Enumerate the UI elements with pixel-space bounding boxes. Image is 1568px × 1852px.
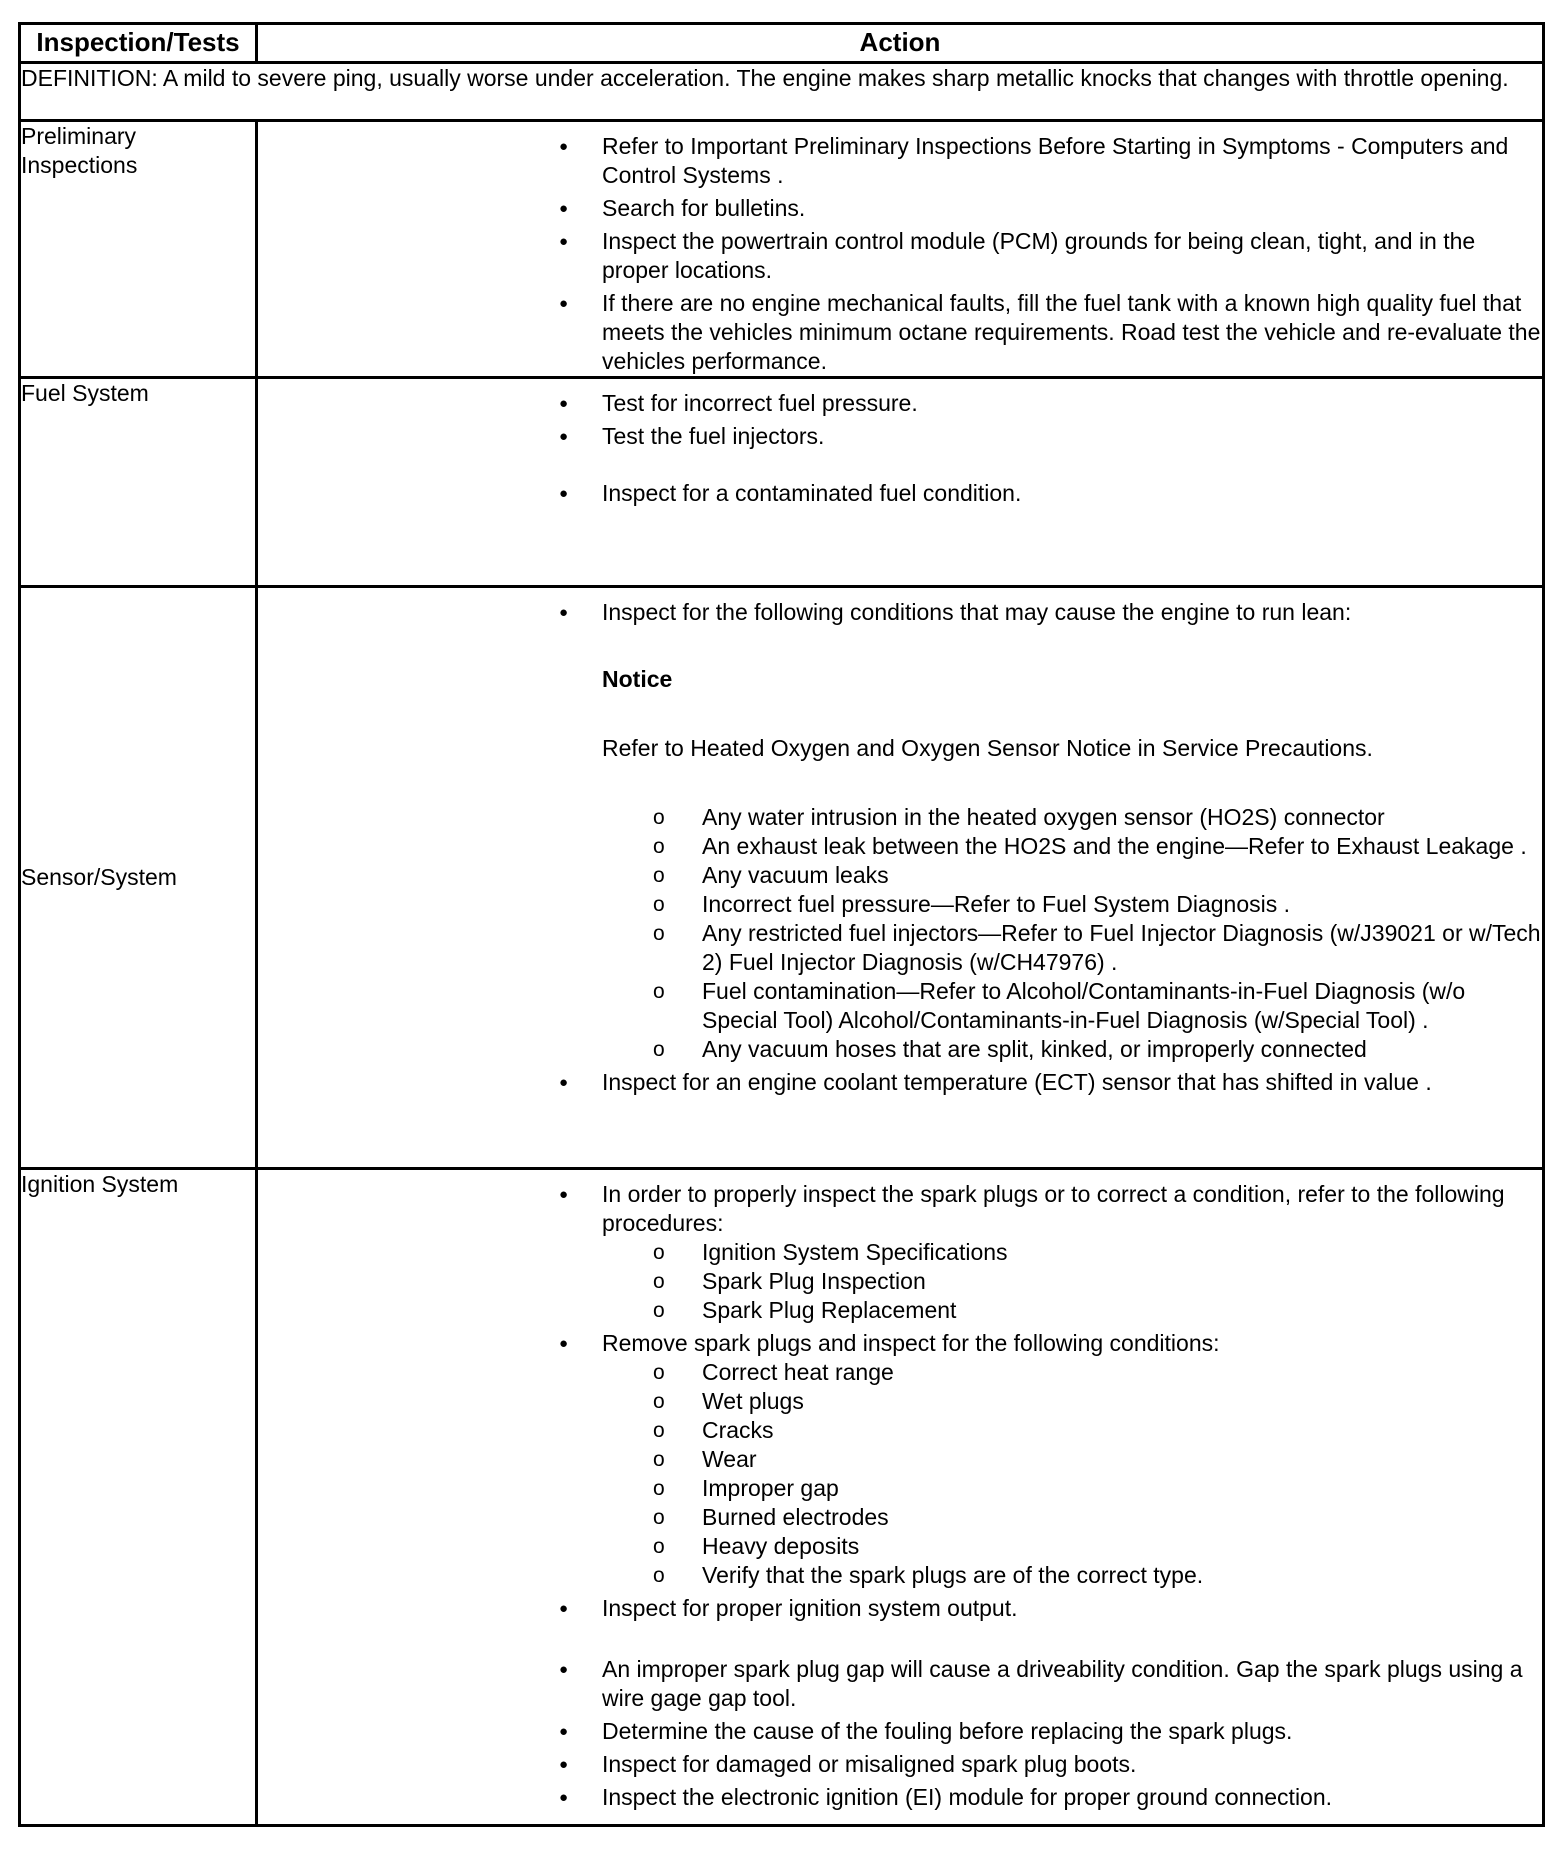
header-row xyxy=(20,24,1544,63)
sub-list-item: o Incorrect fuel pressure—Refer to Fuel System Diagnosis . xyxy=(602,890,1542,919)
sub-list-item: o Fuel contamination—Refer to Alcohol/Contaminants-in-Fuel Diagnosis (w/o Special Tool) Alcohol/Contaminants-in-Fuel Diagnosis (w/Special Tool) . xyxy=(602,977,1542,1035)
ignition-item-1: ● In order to properly inspect the spark plugs or to correct a condition, refer to the following procedures: xyxy=(602,1181,1505,1236)
sub-list-item: o Any vacuum hoses that are split, kinked, or improperly connected xyxy=(602,1035,1542,1064)
action-ignition-system xyxy=(257,1169,1544,1826)
sub-list-item: o Cracks xyxy=(602,1416,1542,1445)
action-fuel-system xyxy=(257,378,1544,587)
sub-list-item: o Any water intrusion in the heated oxygen sensor (HO2S) connector xyxy=(602,803,1542,832)
list-item: ● Inspect for proper ignition system output. xyxy=(258,1594,1542,1623)
label-ignition-system: Ignition System xyxy=(20,1169,257,1826)
action-preliminary xyxy=(257,121,1544,378)
sub-list-item: o Wet plugs xyxy=(602,1387,1542,1416)
label-fuel-system: Fuel System xyxy=(20,378,257,587)
label-preliminary: Preliminary Inspections xyxy=(20,121,257,378)
list-item: ● Test for incorrect fuel pressure. xyxy=(258,389,1542,418)
list-item: ● Inspect for an engine coolant temperature (ECT) sensor that has shifted in value . xyxy=(258,1068,1542,1097)
label-sensor-system: Sensor/System xyxy=(20,587,257,1169)
list-item xyxy=(258,598,1542,763)
definition-text: DEFINITION: A mild to severe ping, usually worse under acceleration. The engine makes sharp metallic knocks that changes with throttle opening. xyxy=(20,63,1544,121)
diagnostic-table xyxy=(18,22,1545,1827)
notice-title: Notice xyxy=(602,666,673,692)
action-sensor-system xyxy=(257,587,1544,1169)
list-item: ● Inspect the electronic ignition (EI) module for proper ground connection. xyxy=(258,1783,1542,1812)
sub-list-item: o Spark Plug Inspection xyxy=(602,1267,1542,1296)
list-item: ● Test the fuel injectors. xyxy=(258,422,1542,451)
header-inspection-tests: Inspection/Tests xyxy=(20,24,257,63)
sub-list-item: o Any restricted fuel injectors—Refer to Fuel Injector Diagnosis (w/J39021 or w/Tech 2) Fuel Injector Diagnosis (w/CH47976) . xyxy=(602,919,1542,977)
definition-row xyxy=(20,63,1544,121)
row-sensor-system xyxy=(20,587,1544,1169)
list-item: ● Refer to Important Preliminary Inspections Before Starting in Symptoms - Computers and Control Systems . xyxy=(258,132,1542,190)
list-item xyxy=(258,1329,1542,1590)
sub-list-item: o Spark Plug Replacement xyxy=(602,1296,1542,1325)
list-item xyxy=(258,803,1542,1064)
row-fuel-system xyxy=(20,378,1544,587)
sub-list-item: o Improper gap xyxy=(602,1474,1542,1503)
sub-list-item: o Correct heat range xyxy=(602,1358,1542,1387)
sensor-intro: ● Inspect for the following conditions that may cause the engine to run lean: xyxy=(602,599,1352,625)
row-preliminary xyxy=(20,121,1544,378)
list-item: ● Determine the cause of the fouling before replacing the spark plugs. xyxy=(258,1717,1542,1746)
notice-text: Refer to Heated Oxygen and Oxygen Sensor Notice in Service Precautions. xyxy=(602,735,1373,761)
list-item: ● Inspect for damaged or misaligned spark plug boots. xyxy=(258,1750,1542,1779)
sub-list-item: o Ignition System Specifications xyxy=(602,1238,1542,1267)
sub-list-item: o Burned electrodes xyxy=(602,1503,1542,1532)
list-item: ● Search for bulletins. xyxy=(258,194,1542,223)
sub-list-item: o Any vacuum leaks xyxy=(602,861,1542,890)
row-ignition-system xyxy=(20,1169,1544,1826)
sub-list-item: o Wear xyxy=(602,1445,1542,1474)
list-item: ● An improper spark plug gap will cause a driveability condition. Gap the spark plugs using a wire gage gap tool. xyxy=(258,1655,1542,1713)
sub-list-item: o Verify that the spark plugs are of the correct type. xyxy=(602,1561,1542,1590)
list-item xyxy=(258,1180,1542,1325)
list-item: ● Inspect for a contaminated fuel condition. xyxy=(258,479,1542,508)
ignition-item-2: ● Remove spark plugs and inspect for the following conditions: xyxy=(602,1330,1220,1356)
header-action: Action xyxy=(257,24,1544,63)
list-item: ● If there are no engine mechanical faults, fill the fuel tank with a known high quality fuel that meets the vehicles minimum octane requirements. Road test the vehicle and re-evaluate the vehicles performance. xyxy=(258,289,1542,376)
sub-list-item: o Heavy deposits xyxy=(602,1532,1542,1561)
sub-list-item: o An exhaust leak between the HO2S and the engine—Refer to Exhaust Leakage . xyxy=(602,832,1542,861)
list-item: ● Inspect the powertrain control module (PCM) grounds for being clean, tight, and in the proper locations. xyxy=(258,227,1542,285)
